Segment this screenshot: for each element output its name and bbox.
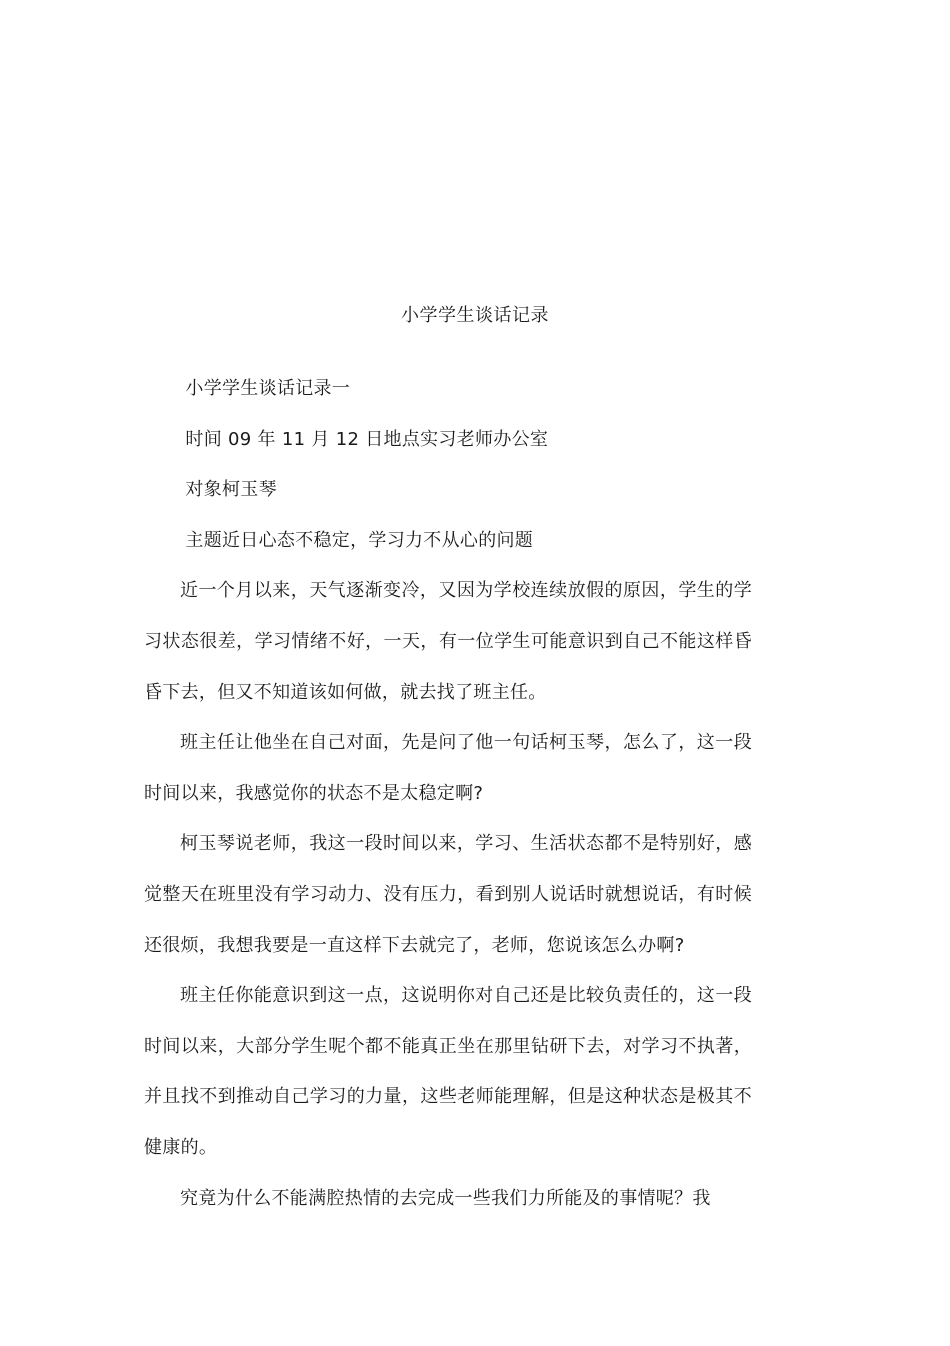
paragraph: 班主任让他坐在自己对面，先是问了他一句话柯玉琴，怎么了，这一段时间以来，我感觉你的状态不是太稳定啊? xyxy=(144,732,752,804)
record-subject: 对象柯玉琴 xyxy=(185,479,277,501)
document-body xyxy=(144,364,752,1224)
paragraph: 究竟为什么不能满腔热情的去完成一些我们力所能及的事情呢？我 xyxy=(180,1187,711,1209)
paragraph: 近一个月以来，天气逐渐变冷，又因为学校连续放假的原因，学生的学习状态很差，学习情绪不好，一天，有一位学生可能意识到自己不能这样昏昏下去，但又不知道该如何做，就去找了班主任。 xyxy=(144,580,752,703)
record-time-place: 时间 09 年 11 月 12 日地点实习老师办公室 xyxy=(185,428,549,450)
record-subtitle: 小学学生谈话记录一 xyxy=(185,378,351,399)
record-topic: 主题近日心态不稳定，学习力不从心的问题 xyxy=(185,529,534,551)
page-title: 小学学生谈话记录 xyxy=(401,305,549,326)
paragraph: 柯玉琴说老师，我这一段时间以来，学习、生活状态都不是特别好，感觉整天在班里没有学习动力、没有压力，看到别人说话时就想说话，有时候还很烦，我想我要是一直这样下去就完了，老师，您说该怎么办啊? xyxy=(144,833,752,956)
paragraph: 班主任你能意识到这一点，这说明你对自己还是比较负责任的，这一段时间以来，大部分学生呢个都不能真正坐在那里钻研下去，对学习不执著，并且找不到推动自己学习的力量，这些老师能理解，但是这种状态是极其不健康的。 xyxy=(144,985,752,1158)
